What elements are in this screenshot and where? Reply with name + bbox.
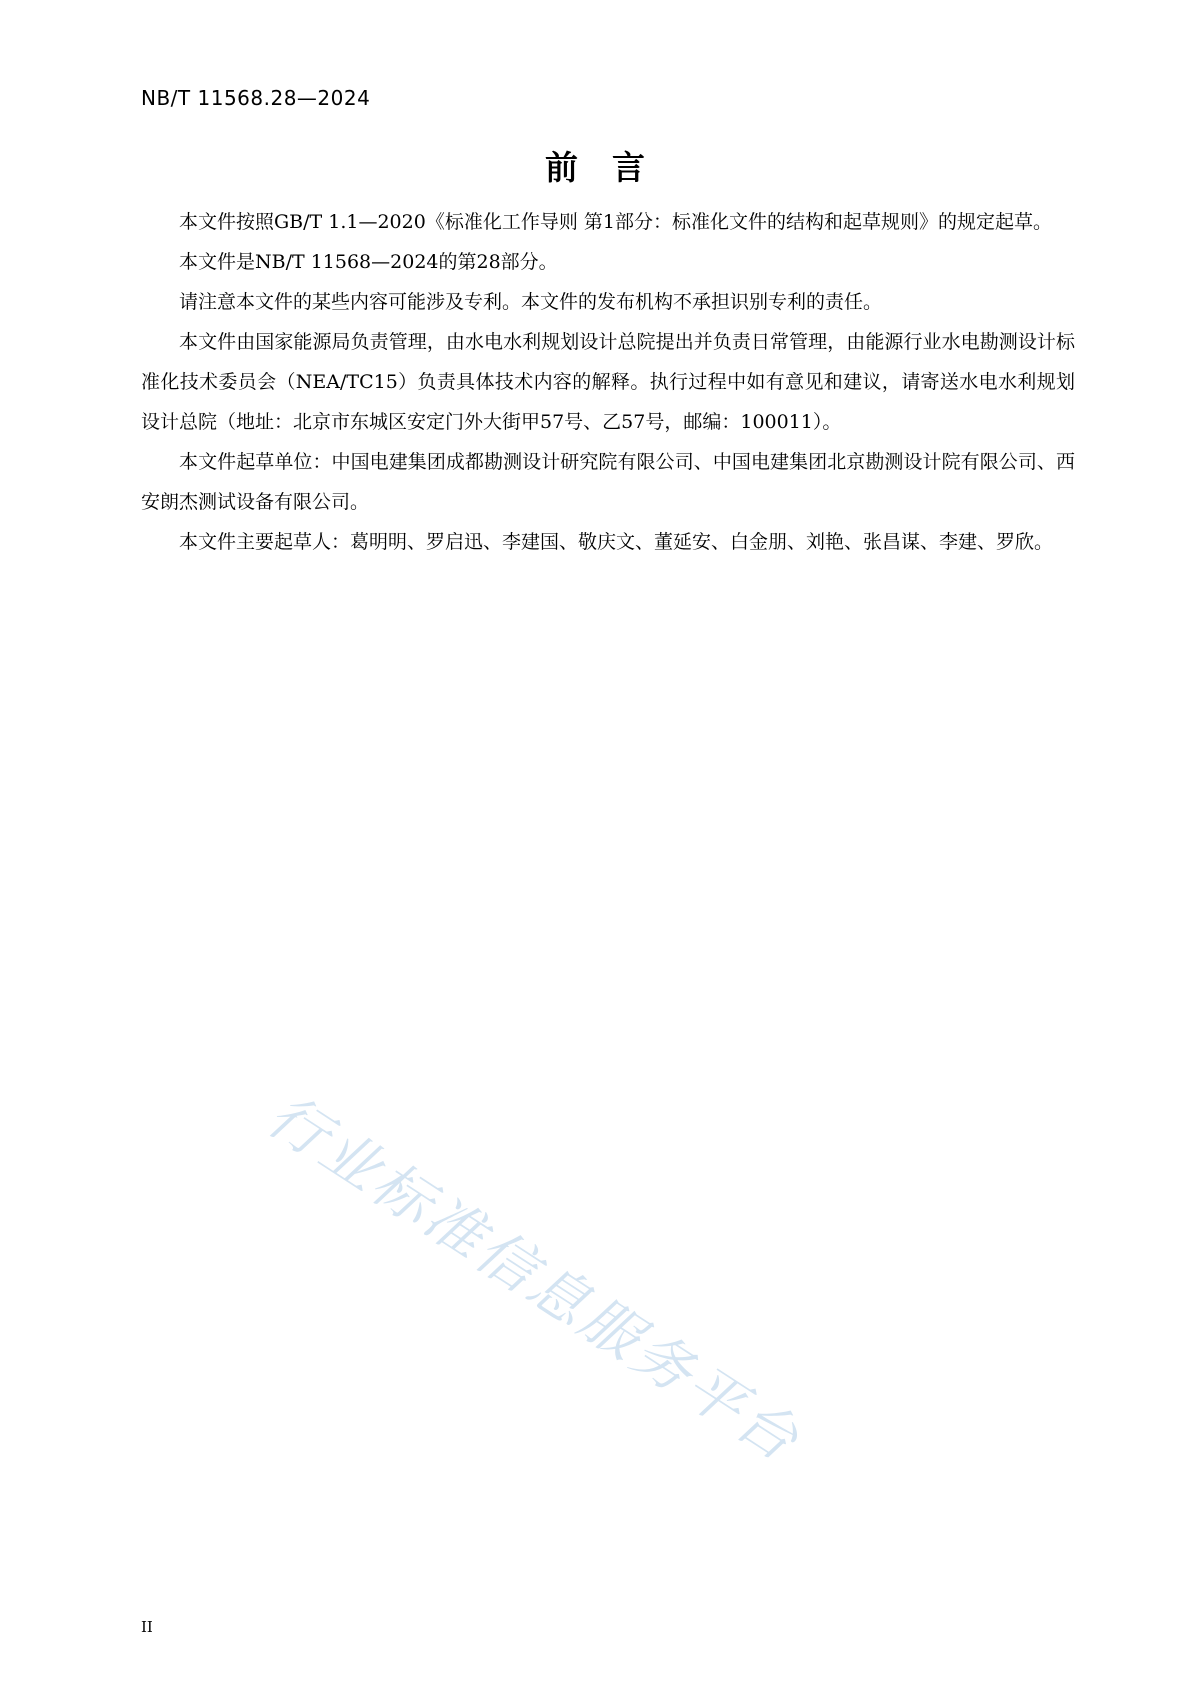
standard-code: NB/T 11568.28—2024 <box>141 86 371 110</box>
paragraph-patent-notice: 请注意本文件的某些内容可能涉及专利。本文件的发布机构不承担识别专利的责任。 <box>179 291 883 313</box>
paragraph-drafters: 本文件主要起草人：葛明明、罗启迅、李建国、敬庆文、董延安、白金朋、刘艳、张昌谋、李建、罗欣。 <box>179 531 1054 553</box>
paragraph-drafting-units: 本文件起草单位：中国电建集团成都勘测设计研究院有限公司、中国电建集团北京勘测设计院有限公司、西安朗杰测试设备有限公司。 <box>141 451 1075 513</box>
watermark: 行业标准信息服务平台 <box>255 1080 813 1476</box>
paragraph-part-number: 本文件是NB/T 11568—2024的第28部分。 <box>179 251 558 273</box>
paragraph-management: 本文件由国家能源局负责管理，由水电水利规划设计总院提出并负责日常管理，由能源行业水电勘测设计标准化技术委员会（NEA/TC15）负责具体技术内容的解释。执行过程中如有意见和建议，请寄送水电水利规划设计总院（地址：北京市东城区安定门外大街甲57号、乙57号，邮编：100011）。 <box>141 331 1075 433</box>
foreword-body <box>141 202 1075 562</box>
page-number: II <box>141 1618 153 1636</box>
paragraph-drafting-rules: 本文件按照GB/T 1.1—2020《标准化工作导则 第1部分：标准化文件的结构和起草规则》的规定起草。 <box>179 211 1052 233</box>
page-title: 前言 <box>545 148 679 187</box>
